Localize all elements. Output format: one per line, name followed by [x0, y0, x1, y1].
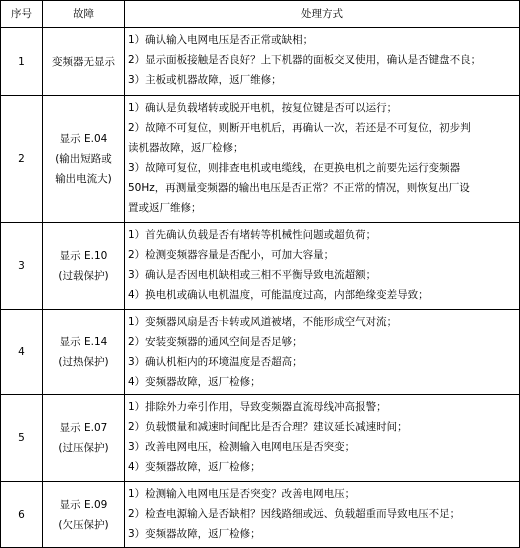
step-line: 1）检测输入电网电压是否突变？改善电网电压；	[128, 488, 356, 500]
step-line: 3）改善电网电压，检测输入电网电压是否突变；	[128, 441, 356, 453]
row-fault	[43, 482, 125, 548]
row-steps	[125, 223, 520, 310]
step-line: 3）故障可复位，则排查电机或电缆线，在更换电机之前要先运行变频器	[128, 162, 461, 174]
step-line: 1）变频器风扇是否卡转或风道被堵，不能形成空气对流；	[128, 316, 398, 328]
step-line: 4）变频器故障，返厂检修；	[128, 376, 261, 388]
row-steps	[125, 395, 520, 482]
step-line: 2）故障不可复位，则断开电机后，再确认一次，若还是不可复位，初步判	[128, 122, 471, 134]
row-fault	[43, 96, 125, 223]
step-line: 2）显示面板接触是否良好？上下机器的面板交叉使用，确认是否键盘不良；	[128, 54, 482, 66]
step-line: 1）确认是负载堵转或脱开电机，按复位键是否可以运行；	[128, 102, 398, 114]
header-fault: 故障	[43, 1, 125, 28]
fault-line: 显示 E.10	[59, 250, 108, 262]
fault-line: 显示 E.14	[59, 336, 108, 348]
step-line: 1）排除外力牵引作用，导致变频器直流母线冲高报警；	[128, 401, 387, 413]
row-seq: 3	[1, 223, 43, 310]
row-seq: 5	[1, 395, 43, 482]
step-line: 置或返厂维修；	[128, 202, 202, 214]
row-fault	[43, 395, 125, 482]
step-line: 50Hz，再测量变频器的输出电压是否正常？不正常的情况，则恢复出厂设	[128, 182, 470, 194]
step-line: 2）检测变频器容量是否配小，可加大容量；	[128, 249, 335, 261]
table-row	[1, 395, 520, 482]
step-line: 2）检查电源输入是否缺相？因线路细或远、负载超重而导致电压不足；	[128, 508, 461, 520]
header-seq: 序号	[1, 1, 43, 28]
step-line: 3）确认机柜内的环境温度是否超高；	[128, 356, 303, 368]
row-fault	[43, 28, 125, 96]
row-steps	[125, 96, 520, 223]
row-seq: 2	[1, 96, 43, 223]
row-seq: 6	[1, 482, 43, 548]
step-line: 2）安装变频器的通风空间是否足够；	[128, 336, 303, 348]
fault-line: (过载保护)	[58, 270, 109, 282]
fault-line: (输出短路或	[55, 153, 112, 165]
step-line: 读机器故障，返厂检修；	[128, 142, 244, 154]
step-line: 3）确认是否因电机缺相或三相不平衡导致电流超额；	[128, 269, 377, 281]
table-row	[1, 223, 520, 310]
step-line: 2）负载惯量和减速时间配比是否合理？建议延长减速时间；	[128, 421, 408, 433]
fault-line: 显示 E.07	[59, 422, 108, 434]
step-line: 4）变频器故障，返厂检修；	[128, 461, 261, 473]
row-seq: 1	[1, 28, 43, 96]
row-steps	[125, 28, 520, 96]
row-fault	[43, 310, 125, 395]
fault-line: (欠压保护)	[58, 518, 109, 531]
step-line: 3）变频器故障，返厂检修；	[128, 528, 261, 540]
header-method: 处理方式	[125, 1, 520, 28]
table-row	[1, 96, 520, 223]
fault-line: 显示 E.04	[59, 133, 108, 145]
table-row	[1, 310, 520, 395]
table-row	[1, 28, 520, 96]
step-line: 1）确认输入电网电压是否正常或缺相；	[128, 34, 314, 46]
row-seq: 4	[1, 310, 43, 395]
row-steps	[125, 482, 520, 548]
fault-line: 显示 E.09	[59, 498, 108, 511]
row-steps	[125, 310, 520, 395]
row-fault	[43, 223, 125, 310]
step-line: 4）换电机或确认电机温度，可能温度过高，内部绝缘变差导致；	[128, 289, 429, 301]
fault-line: (过压保护)	[58, 442, 109, 454]
table-row	[1, 482, 520, 548]
fault-line: 变频器无显示	[52, 55, 115, 68]
step-line: 1）首先确认负载是否有堵转等机械性问题或超负荷；	[128, 229, 377, 241]
step-line: 3）主板或机器故障，返厂维修；	[128, 74, 282, 86]
header-row	[1, 1, 520, 28]
fault-line: (过热保护)	[58, 356, 109, 368]
fault-line: 输出电流大)	[55, 173, 112, 185]
